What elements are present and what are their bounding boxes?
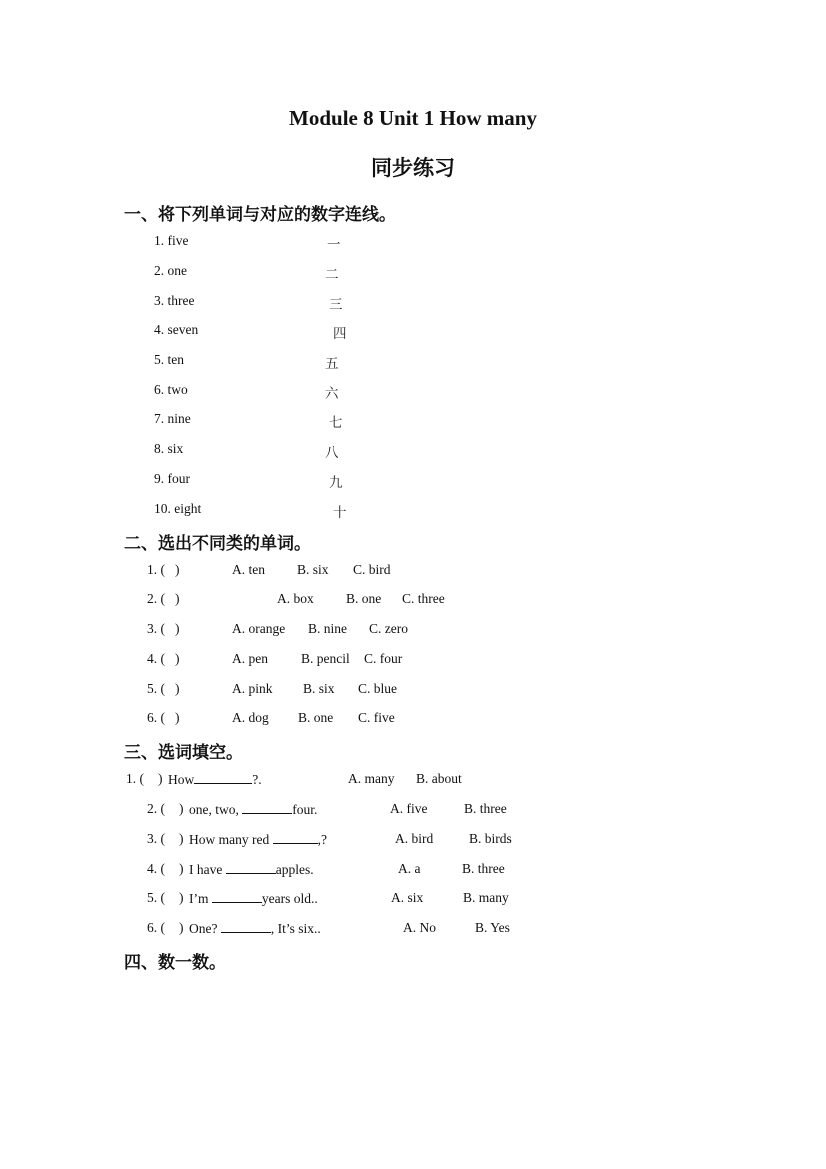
sentence-start: I’m — [189, 891, 209, 906]
answer-bracket-close: ) — [175, 621, 180, 636]
match-word: 9. four — [154, 471, 190, 486]
sentence-start: How — [168, 772, 195, 787]
question-number: 5. ( — [147, 681, 165, 696]
sentence-start: I have — [189, 862, 223, 877]
sentence-end: four. — [292, 802, 318, 817]
section2-heading: 二、选出不同类的单词。 — [124, 534, 311, 554]
sentence — [189, 861, 314, 878]
match-word: 1. five — [154, 233, 189, 248]
option-a: A. a — [398, 861, 421, 876]
match-number: 三 — [329, 297, 343, 313]
option-c: C. blue — [358, 681, 397, 696]
fill-blank — [194, 771, 252, 784]
option-a: A. pen — [232, 651, 268, 666]
question-number: 4. ( — [147, 651, 165, 666]
match-word: 10. eight — [154, 501, 202, 516]
question-number: 6. ( — [147, 920, 165, 935]
option-c: C. four — [364, 651, 403, 666]
option-a: A. orange — [232, 621, 286, 636]
option-a: A. many — [348, 771, 395, 786]
option-b: B. three — [462, 861, 505, 876]
option-a: A. pink — [232, 681, 273, 696]
match-number: 十 — [333, 505, 347, 521]
page-title: Module 8 Unit 1 How many — [289, 106, 537, 130]
option-b: B. about — [416, 771, 462, 786]
sentence — [189, 831, 327, 848]
question-number: 1. ( — [126, 771, 144, 786]
sentence-end: years old.. — [261, 891, 318, 906]
option-b: B. six — [297, 562, 329, 577]
answer-bracket-close: ) — [179, 920, 184, 935]
option-a: A. box — [277, 591, 314, 606]
fill-blank — [212, 890, 262, 903]
option-b: B. nine — [308, 621, 347, 636]
option-b: B. many — [463, 890, 509, 905]
option-c: C. three — [402, 591, 445, 606]
sentence-end: , It’s six.. — [270, 921, 321, 936]
answer-bracket-close: ) — [179, 861, 184, 876]
match-number: 八 — [325, 445, 339, 461]
answer-bracket-close: ) — [175, 710, 180, 725]
sentence-end: apples. — [275, 862, 314, 877]
option-a: A. six — [391, 890, 424, 905]
answer-bracket-close: ) — [175, 681, 180, 696]
match-word: 5. ten — [154, 352, 184, 367]
option-c: C. five — [358, 710, 395, 725]
fill-blank — [226, 861, 276, 874]
option-a: A. ten — [232, 562, 265, 577]
answer-bracket-close: ) — [179, 831, 184, 846]
answer-bracket-close: ) — [158, 771, 163, 786]
option-b: B. Yes — [475, 920, 510, 935]
question-number: 2. ( — [147, 801, 165, 816]
match-word: 8. six — [154, 441, 184, 456]
match-number: 四 — [333, 326, 347, 342]
question-number: 3. ( — [147, 831, 165, 846]
option-b: B. pencil — [301, 651, 350, 666]
fill-blank — [242, 801, 292, 814]
option-b: B. one — [346, 591, 382, 606]
section3-heading: 三、选词填空。 — [124, 743, 243, 763]
answer-bracket-close: ) — [175, 591, 180, 606]
option-c: C. zero — [369, 621, 408, 636]
section1-heading: 一、将下列单词与对应的数字连线。 — [124, 205, 396, 225]
sentence — [189, 920, 321, 937]
fill-blank — [273, 831, 318, 844]
option-b: B. birds — [469, 831, 512, 846]
question-number: 1. ( — [147, 562, 165, 577]
option-a: A. five — [390, 801, 428, 816]
match-word: 2. one — [154, 263, 187, 278]
question-number: 3. ( — [147, 621, 165, 636]
sentence — [189, 890, 318, 907]
fill-blank — [221, 920, 271, 933]
question-number: 4. ( — [147, 861, 165, 876]
match-number: 一 — [327, 237, 341, 253]
option-a: A. bird — [395, 831, 434, 846]
page-subtitle: 同步练习 — [371, 156, 455, 180]
sentence-end: ,? — [317, 832, 327, 847]
match-number: 七 — [329, 415, 343, 431]
option-a: A. dog — [232, 710, 269, 725]
sentence-start: one, two, — [189, 802, 239, 817]
match-word: 7. nine — [154, 411, 191, 426]
answer-bracket-close: ) — [175, 651, 180, 666]
sentence-start: How many red — [189, 832, 270, 847]
sentence-end: ?. — [252, 772, 262, 787]
option-b: B. six — [303, 681, 335, 696]
match-number: 六 — [325, 386, 339, 402]
match-number: 五 — [325, 356, 339, 372]
question-number: 6. ( — [147, 710, 165, 725]
answer-bracket-close: ) — [179, 890, 184, 905]
option-b: B. one — [298, 710, 334, 725]
option-c: C. bird — [353, 562, 391, 577]
answer-bracket-close: ) — [179, 801, 184, 816]
answer-bracket-close: ) — [175, 562, 180, 577]
match-word: 6. two — [154, 382, 188, 397]
match-word: 3. three — [154, 293, 195, 308]
option-b: B. three — [464, 801, 507, 816]
question-number: 5. ( — [147, 890, 165, 905]
sentence — [168, 771, 262, 788]
match-word: 4. seven — [154, 322, 199, 337]
section4-heading: 四、数一数。 — [124, 953, 226, 973]
match-number: 九 — [329, 475, 343, 491]
sentence-start: One? — [189, 921, 218, 936]
sentence — [189, 801, 317, 818]
option-a: A. No — [403, 920, 436, 935]
match-number: 二 — [325, 267, 339, 283]
question-number: 2. ( — [147, 591, 165, 606]
